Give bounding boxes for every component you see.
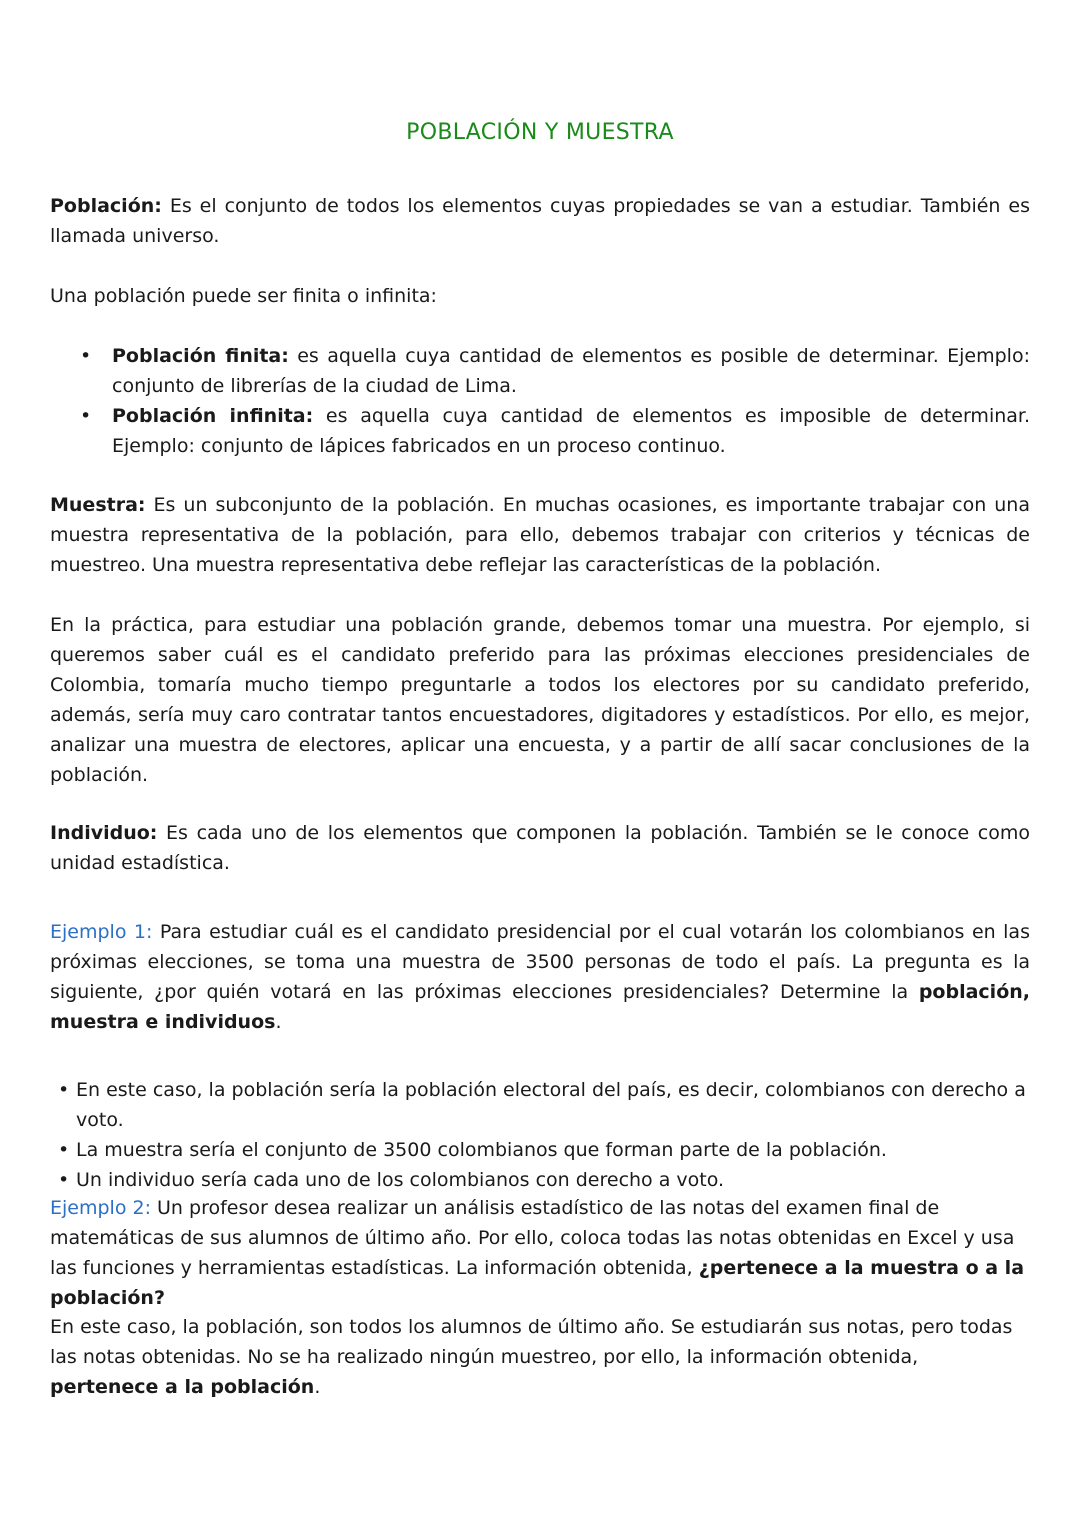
poblacion-text: Es el conjunto de todos los elementos cuyas propiedades se van a estudiar. También es llamada universo.: [50, 195, 1030, 247]
practica-paragraph: En la práctica, para estudiar una población grande, debemos tomar una muestra. Por ejemplo, si queremos saber cuál es el candidato preferido para las próximas elecciones presidenciales de Colombia, tomaría mucho tiempo preguntarle a todos los electores por su candidato preferido, además, sería muy caro contratar tantos encuestadores, digitadores y estadísticos. Por ello, es mejor, analizar una muestra de electores, aplicar una encuesta, y a partir de allí sacar conclusiones de la población.: [50, 614, 1030, 786]
ejemplo2-bold: ¿pertenece a la muestra o a la población?: [50, 1257, 1025, 1309]
ejemplo1-label: Ejemplo 1:: [50, 921, 153, 943]
muestra-term: Muestra:: [50, 494, 146, 516]
poblacion-definition: [50, 191, 1030, 251]
respuesta-bold: pertenece a la población: [50, 1376, 315, 1398]
individuo-text: Es cada uno de los elementos que componen la población. También se le conoce como unidad estadística.: [50, 822, 1030, 874]
list-item: • En este caso, la población sería la población electoral del país, es decir, colombianos con derecho a voto.: [50, 1075, 1030, 1135]
ejemplo1-text: Para estudiar cuál es el candidato presidencial por el cual votarán los colombianos en las próximas elecciones, se toma una muestra de 3500 personas de todo el país. La pregunta es la siguiente, ¿por quién votará en las próximas elecciones presidenciales? Determine la: [50, 921, 1030, 1003]
tipo-term: Población finita:: [112, 345, 289, 367]
tipo-text: es aquella cuya cantidad de elementos es imposible de determinar. Ejemplo: conjunto de lápices fabricados en un proceso continuo.: [112, 405, 1031, 457]
tipo-term: Población infinita:: [112, 405, 314, 427]
page-title: POBLACIÓN Y MUESTRA: [406, 120, 674, 145]
list-item: • Un individuo sería cada uno de los colombianos con derecho a voto.: [50, 1165, 1030, 1195]
muestra-definition: [50, 490, 1030, 580]
ejemplo1-paragraph: [50, 917, 1030, 1037]
ejemplo1-end: .: [275, 1011, 282, 1033]
respuesta-end: .: [314, 1376, 321, 1398]
ejemplo2-text: Un profesor desea realizar un análisis estadístico de las notas del examen final de matemáticas de sus alumnos de último año. Por ello, coloca todas las notas obtenidas en Excel y usa las funciones y herramientas estadísticas. La información obtenida,: [50, 1197, 1015, 1279]
list-item: • La muestra sería el conjunto de 3500 colombianos que forman parte de la población.: [50, 1135, 1030, 1165]
ejemplo1-bullets: [50, 1075, 1030, 1195]
tipos-list: [50, 341, 1030, 461]
muestra-text: Es un subconjunto de la población. En muchas ocasiones, es importante trabajar con una muestra representativa de la población, para ello, debemos trabajar con criterios y técnicas de muestreo. Una muestra representativa debe reflejar las características de la población.: [50, 494, 1030, 576]
list-item: [50, 341, 1030, 401]
tipo-text: es aquella cuya cantidad de elementos es posible de determinar. Ejemplo: conjunto de librerías de la ciudad de Lima.: [112, 345, 1030, 397]
ejemplo2-paragraph: [50, 1193, 1030, 1313]
ejemplo2-respuesta: [50, 1312, 1030, 1402]
ejemplo1-bold: población, muestra e individuos: [50, 981, 1030, 1033]
individuo-term: Individuo:: [50, 822, 158, 844]
individuo-definition: [50, 818, 1030, 878]
poblacion-term: Población:: [50, 195, 162, 217]
finita-intro: Una población puede ser finita o infinita:: [50, 285, 437, 307]
ejemplo2-label: Ejemplo 2:: [50, 1197, 151, 1219]
list-item: [50, 401, 1030, 461]
respuesta-text: En este caso, la población, son todos los alumnos de último año. Se estudiarán sus notas, pero todas las notas obtenidas. No se ha realizado ningún muestreo, por ello, la información obtenida,: [50, 1316, 1013, 1368]
